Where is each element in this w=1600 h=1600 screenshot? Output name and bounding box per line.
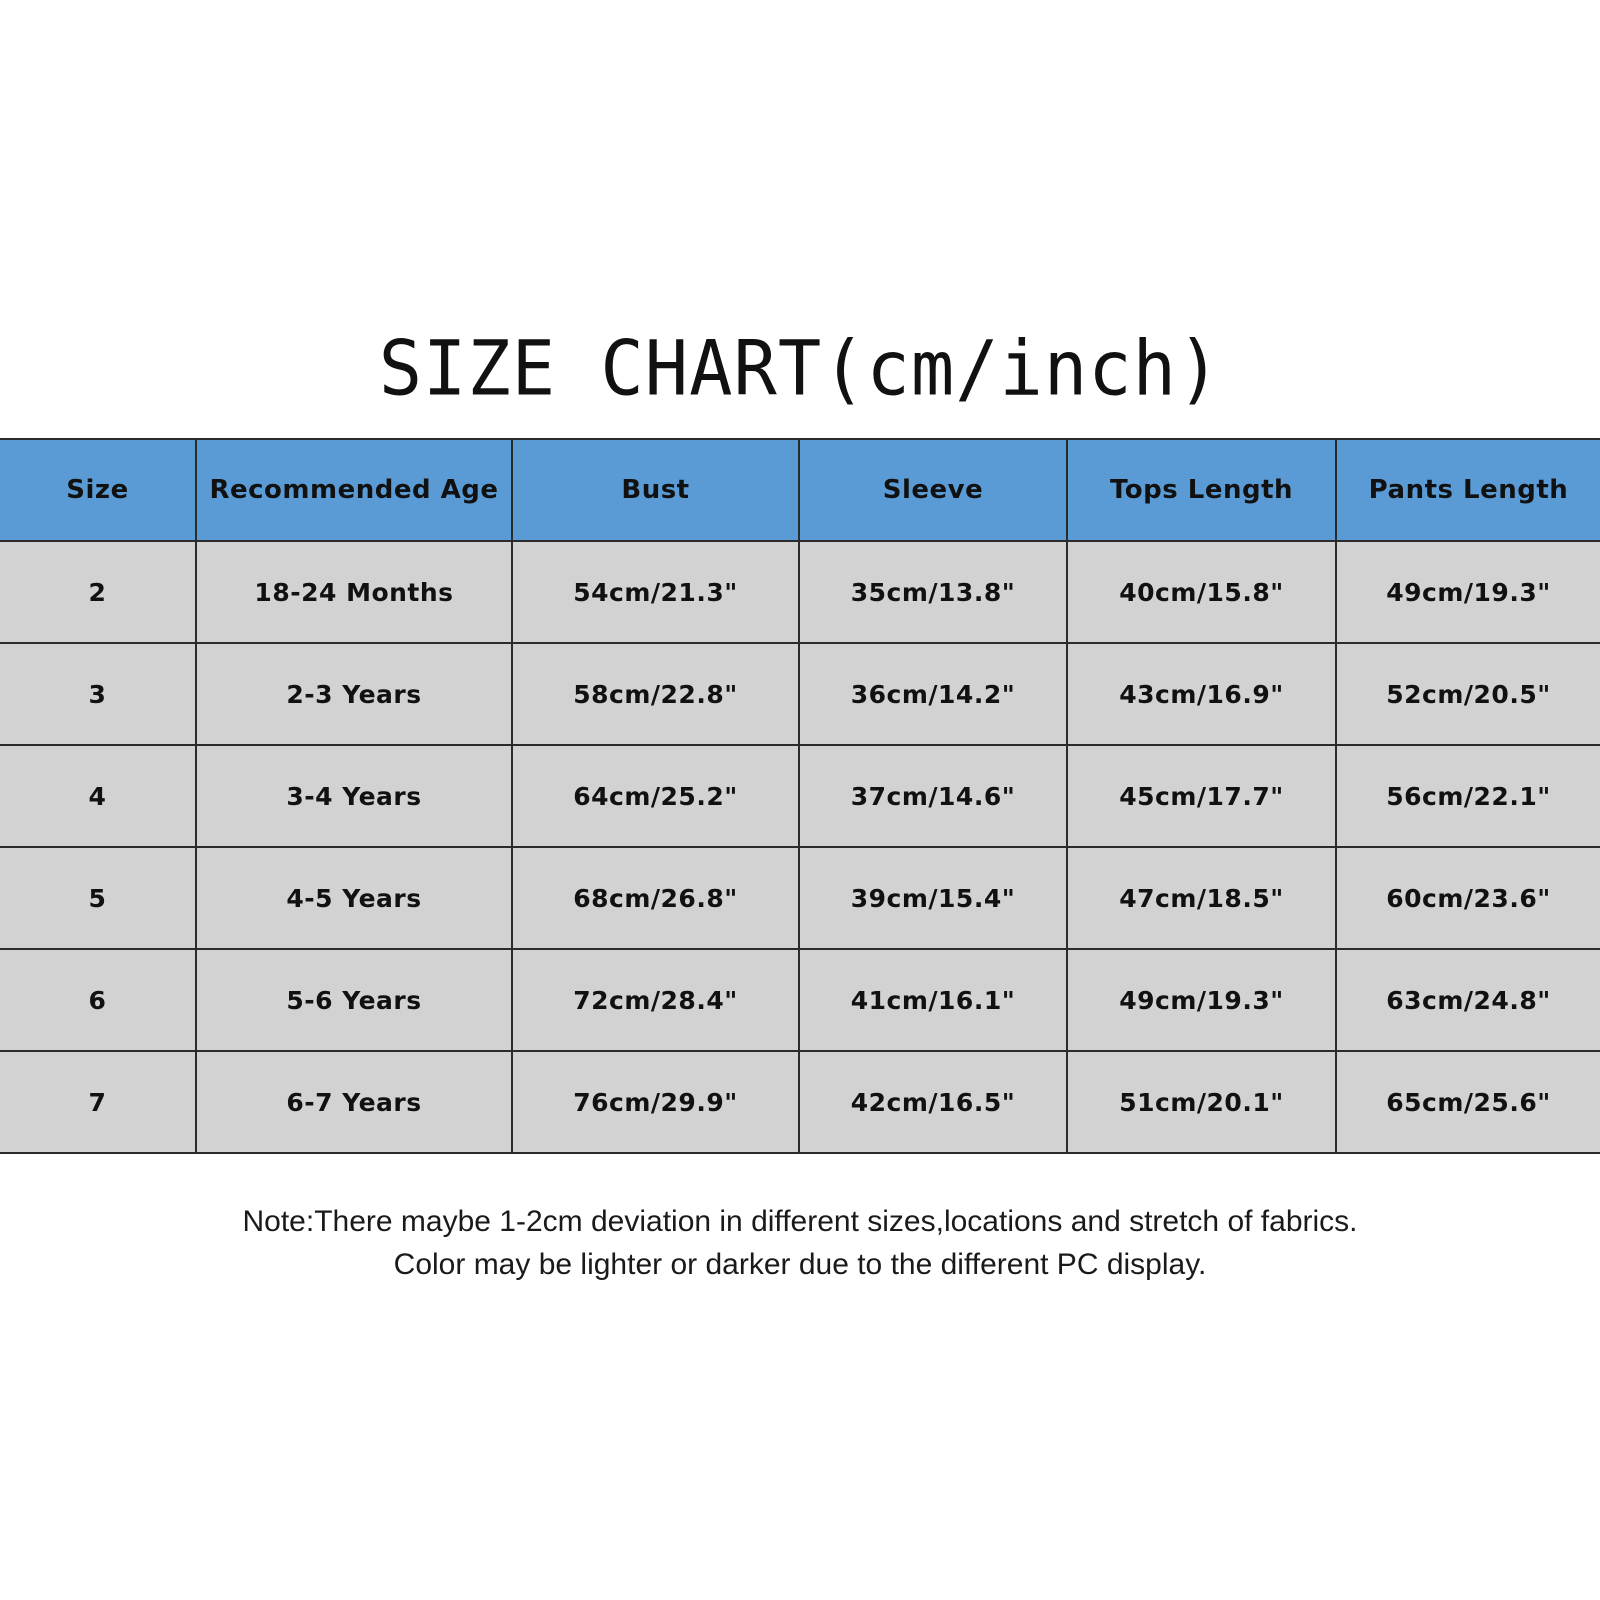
cell-pants-length: 65cm/25.6" xyxy=(1336,1051,1600,1153)
cell-sleeve: 37cm/14.6" xyxy=(799,745,1067,847)
cell-tops-length: 49cm/19.3" xyxy=(1067,949,1336,1051)
cell-bust: 72cm/28.4" xyxy=(512,949,799,1051)
header-size: Size xyxy=(0,439,196,541)
table-row xyxy=(0,949,1600,1051)
header-recommended-age: Recommended Age xyxy=(196,439,512,541)
cell-size: 5 xyxy=(0,847,196,949)
header-bust: Bust xyxy=(512,439,799,541)
cell-tops-length: 43cm/16.9" xyxy=(1067,643,1336,745)
header-pants-length: Pants Length xyxy=(1336,439,1600,541)
cell-tops-length: 51cm/20.1" xyxy=(1067,1051,1336,1153)
table-row xyxy=(0,541,1600,643)
cell-size: 3 xyxy=(0,643,196,745)
cell-sleeve: 36cm/14.2" xyxy=(799,643,1067,745)
table-header-row xyxy=(0,439,1600,541)
page-title: SIZE CHART(cm/inch) xyxy=(378,323,1222,413)
cell-bust: 64cm/25.2" xyxy=(512,745,799,847)
cell-size: 7 xyxy=(0,1051,196,1153)
cell-sleeve: 42cm/16.5" xyxy=(799,1051,1067,1153)
cell-pants-length: 56cm/22.1" xyxy=(1336,745,1600,847)
cell-recommended-age: 5-6 Years xyxy=(196,949,512,1051)
note-line-2: Color may be lighter or darker due to the different PC display. xyxy=(393,1248,1207,1281)
cell-recommended-age: 3-4 Years xyxy=(196,745,512,847)
cell-pants-length: 60cm/23.6" xyxy=(1336,847,1600,949)
cell-bust: 54cm/21.3" xyxy=(512,541,799,643)
cell-pants-length: 52cm/20.5" xyxy=(1336,643,1600,745)
cell-bust: 58cm/22.8" xyxy=(512,643,799,745)
cell-sleeve: 39cm/15.4" xyxy=(799,847,1067,949)
cell-pants-length: 49cm/19.3" xyxy=(1336,541,1600,643)
cell-recommended-age: 6-7 Years xyxy=(196,1051,512,1153)
table-row xyxy=(0,847,1600,949)
cell-size: 2 xyxy=(0,541,196,643)
note-line-1: Note:There maybe 1-2cm deviation in different sizes,locations and stretch of fabrics. xyxy=(242,1205,1358,1238)
header-sleeve: Sleeve xyxy=(799,439,1067,541)
cell-tops-length: 40cm/15.8" xyxy=(1067,541,1336,643)
cell-bust: 68cm/26.8" xyxy=(512,847,799,949)
cell-recommended-age: 18-24 Months xyxy=(196,541,512,643)
size-chart-table xyxy=(0,438,1600,1154)
cell-size: 6 xyxy=(0,949,196,1051)
cell-tops-length: 45cm/17.7" xyxy=(1067,745,1336,847)
cell-size: 4 xyxy=(0,745,196,847)
note-text xyxy=(0,1200,1600,1286)
table-row xyxy=(0,1051,1600,1153)
cell-pants-length: 63cm/24.8" xyxy=(1336,949,1600,1051)
cell-recommended-age: 2-3 Years xyxy=(196,643,512,745)
cell-sleeve: 41cm/16.1" xyxy=(799,949,1067,1051)
cell-recommended-age: 4-5 Years xyxy=(196,847,512,949)
cell-sleeve: 35cm/13.8" xyxy=(799,541,1067,643)
cell-bust: 76cm/29.9" xyxy=(512,1051,799,1153)
cell-tops-length: 47cm/18.5" xyxy=(1067,847,1336,949)
table-row xyxy=(0,643,1600,745)
table-row xyxy=(0,745,1600,847)
header-tops-length: Tops Length xyxy=(1067,439,1336,541)
